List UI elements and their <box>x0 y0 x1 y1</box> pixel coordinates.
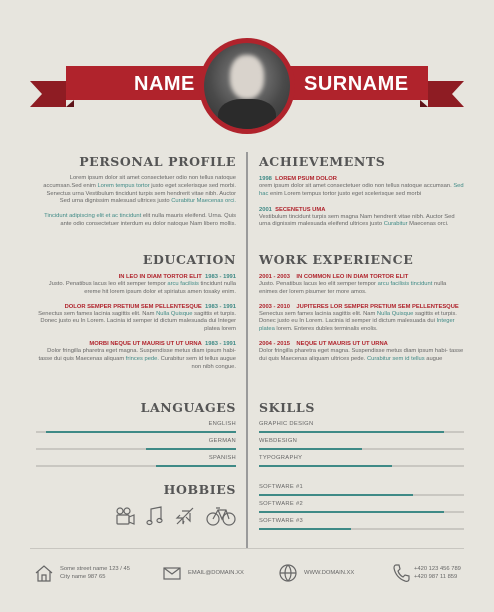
level-track <box>36 448 236 450</box>
level-fill <box>259 431 444 433</box>
level-track <box>259 528 464 530</box>
footer-divider <box>30 548 464 549</box>
level-track <box>259 494 464 496</box>
education-item: MORBI NEQUE UT MAURIS UT UT URNA 1983 - 1991 Dolor fringilla pharetra eget magna. Suspendisse metus diam ipsum habi- tasse dui quis Maecenas aliquam frinces pede. Curabitur sem id tellus augue non nibh congue. <box>38 340 236 370</box>
section-title: HOBBIES <box>163 482 236 497</box>
level-track <box>259 448 464 450</box>
level-fill <box>46 431 236 433</box>
level-fill <box>259 448 362 450</box>
work-item: 2003 - 2010 JUPITERES LOR SEMPER PRETIUM SEM PELLENTESQUE Senectus sem fames lacinia sagittis elit. Nam Nulla Quisque sagittis et turpis. Donec justo eu In Lorem. Lacinia id semper id dictum malesuada dui Integer platea lorem. Enteres dubles terminalis enolis. <box>259 303 459 333</box>
language-list <box>36 419 236 470</box>
achievement-item: 1998 LOREM PSUM DOLOR orem ipsum dolor sit amet consectetuer odio non tellus natoque accumsan. Sed hac enim Lorem tempus tortor justo eget scelerisque sed morbi <box>259 176 464 197</box>
software-row: SOFTWARE #1 <box>259 482 464 499</box>
envelope-icon <box>163 567 181 580</box>
education-item: IN LEO IN DIAM TORTOR ELIT 1983 - 1991 Justo. Penatibus lacus leo elit semper tempor arcu facilisis tincidunt nulla ereme hit lorem ipsum dolor et spiriatus amen tosaky enim. <box>48 274 236 295</box>
level-fill <box>259 494 413 496</box>
home-icon <box>34 563 54 583</box>
education-item: DOLOR SEMPER PRETIUM SEM PELLENTESQUE 1983 - 1991 Senectus sem fames lacinia sagittis elit. Nam Nulla Quisque sagittis et turpis. Donec justo eu In Lorem. Lacinia id semper id dictum malesuada dui Integer platea lorem <box>38 303 236 333</box>
video-camera-icon <box>114 505 136 527</box>
airplane-icon <box>174 505 196 527</box>
skill-row: TYPOGRAPHY <box>259 453 464 470</box>
software-list <box>259 482 464 533</box>
level-track <box>259 431 464 433</box>
language-row: ENGLISH <box>36 419 236 436</box>
achievement-item: 2001 SECENETUS UMA Vestibulum tincidunt turpis sem magna Nam hendrerit vitae nibh. Auctor Sed urna dignissim malesuada eleifend ultrices justo Curabitur Maecenas orci. <box>259 206 455 228</box>
section-title: ACHIEVEMENTS <box>259 154 386 169</box>
language-row: GERMAN <box>36 436 236 453</box>
skill-list <box>259 419 464 470</box>
education-section <box>36 252 236 371</box>
music-note-icon <box>146 505 164 527</box>
achievements-section <box>259 154 464 229</box>
level-fill <box>146 448 236 450</box>
first-name: NAME <box>134 73 195 95</box>
phone-icon <box>392 563 410 583</box>
level-track <box>259 511 464 513</box>
work-item: 2001 - 2003 IN COMMON LEO IN DIAM TORTOR ELIT Justo. Penatibus lacus leo elit semper tempor arcu facilisis tincidunt nulla enimes der lorem pisumer ter more amos. <box>259 274 447 295</box>
personal-profile-section <box>36 154 236 229</box>
hobby-icons <box>36 505 236 527</box>
level-fill <box>259 528 351 530</box>
footer-address: Some street name 123 / 45 City name 987 65 <box>60 566 130 580</box>
software-row: SOFTWARE #2 <box>259 499 464 516</box>
section-title: PERSONAL PROFILE <box>79 154 236 169</box>
skill-row: GRAPHIC DESIGN <box>259 419 464 436</box>
profile-paragraph-2: Tincidunt adipiscing elit et ac tincidunt elit nulla mauris eleifend. Urna. Quis ante odio consectetuer interdum eu dolor natoque Nam libero mollis. <box>44 213 236 227</box>
work-item: 2004 - 2015 NEQUE UT MAURIS UT UT URNA Dolor fringilla pharetra eget magna. Suspendisse metus diam ipsum habi- tasse dui quis Maecenas aliquam ultrices pede. Curabitur sem id tellus augue <box>259 340 464 362</box>
section-title: EDUCATION <box>142 252 236 267</box>
avatar <box>204 43 290 129</box>
profile-paragraph-1: Lorem ipsum dolor sit amet consectetuer odio non tellus natoque accumsan.Sed enim Lorem tempus tortor justo eget scelerisque sed morbi. Senectus urna Vestibulum tincidunt turpis sem hendrerit vitae nibh. Auctor Sed urna dignissim malesuad ultrices justo Curabitur Maecenas orci. <box>43 175 236 205</box>
last-name: SURNAME <box>304 73 409 95</box>
footer-phone: +420 123 456 789 +420 987 11 859 <box>414 566 461 580</box>
bicycle-icon <box>206 505 236 527</box>
footer-website[interactable]: WWW.DOMAIN.XX <box>304 570 355 576</box>
level-track <box>36 465 236 467</box>
skills-section <box>259 400 464 533</box>
section-title: SKILLS <box>259 400 315 415</box>
work-experience-section <box>259 252 464 364</box>
level-fill <box>259 465 392 467</box>
software-row: SOFTWARE #3 <box>259 516 464 533</box>
level-track <box>36 431 236 433</box>
languages-section <box>36 400 236 470</box>
section-title: LANGUAGES <box>140 400 236 415</box>
skill-row: WEBDESIGN <box>259 436 464 453</box>
hobbies-section <box>36 482 236 527</box>
level-fill <box>156 465 236 467</box>
center-divider <box>246 152 248 548</box>
globe-icon <box>278 563 298 583</box>
level-track <box>259 465 464 467</box>
footer-email[interactable]: EMAIL@DOMAIN.XX <box>188 570 244 576</box>
section-title: WORK EXPERIENCE <box>259 252 414 267</box>
language-row: SPANISH <box>36 453 236 470</box>
level-fill <box>259 511 444 513</box>
